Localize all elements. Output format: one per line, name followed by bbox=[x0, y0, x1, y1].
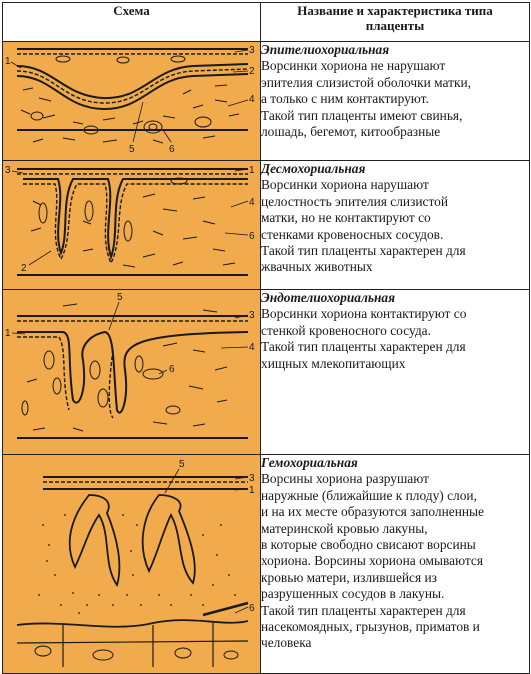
table-row bbox=[3, 161, 530, 290]
labels-desmochorial bbox=[5, 165, 255, 274]
svg-text:6: 6 bbox=[249, 603, 255, 614]
table-row bbox=[3, 455, 530, 674]
blood-dots bbox=[38, 514, 236, 614]
row-title: Десмохориальная bbox=[261, 161, 366, 176]
schema-hemochorial bbox=[3, 455, 261, 674]
svg-text:1: 1 bbox=[249, 485, 255, 496]
row-text: Ворсины хориона разрушают наружные (ближайшие к плоду) слои, и на их месте образуются заполненные материнской кровью лакуны, в которые свободно свисают ворсины хориона. Ворсины хориона омываются кровью матери, излившейся из разрушенных сосудов в лакуны. Такой тип плаценты характерен для насекомоядных, грызунов, приматов и человека bbox=[261, 471, 484, 651]
svg-text:5: 5 bbox=[117, 292, 123, 303]
row-text: Ворсинки хориона не нарушают эпителия слизистой оболочки матки, а только с ним контактируют. Такой тип плаценты имеют свинья, лошадь, бегемот, китообразные bbox=[261, 58, 471, 140]
svg-text:1: 1 bbox=[5, 328, 11, 339]
row-title: Эпителиохориальная bbox=[261, 42, 390, 57]
svg-text:3: 3 bbox=[249, 473, 255, 484]
row-text: Ворсинки хориона контактируют со стенкой кровеносного сосуда. Такой тип плаценты характерен для хищных млекопитающих bbox=[261, 306, 467, 371]
svg-text:3: 3 bbox=[5, 165, 11, 176]
svg-text:2: 2 bbox=[21, 263, 27, 274]
row-title: Гемохориальная bbox=[261, 455, 358, 470]
desc-hemochorial bbox=[261, 455, 530, 674]
header-schema: Схема bbox=[3, 3, 261, 42]
svg-text:1: 1 bbox=[249, 165, 255, 176]
table-row bbox=[3, 42, 530, 161]
header-description bbox=[261, 3, 530, 42]
table-row bbox=[3, 290, 530, 455]
svg-text:6: 6 bbox=[169, 364, 175, 375]
svg-text:4: 4 bbox=[249, 342, 255, 353]
row-text: Ворсинки хориона нарушают целостность эпителия слизистой матки, но не контактируют со стенками кровеносных сосудов. Такой тип плаценты характерен для жвачных животных bbox=[261, 177, 466, 275]
header-description-text: Название и характеристика типа плаценты bbox=[297, 3, 493, 33]
svg-text:3: 3 bbox=[249, 45, 255, 56]
schema-epitheliochorial bbox=[3, 42, 261, 161]
diagram-desmochorial bbox=[3, 161, 259, 289]
desc-endotheliochorial bbox=[261, 290, 530, 455]
desc-epitheliochorial bbox=[261, 42, 530, 161]
svg-text:1: 1 bbox=[5, 56, 11, 67]
desc-desmochorial bbox=[261, 161, 530, 290]
diagram-epitheliochorial bbox=[3, 42, 259, 160]
svg-text:4: 4 bbox=[249, 94, 255, 105]
svg-text:5: 5 bbox=[179, 459, 185, 470]
svg-text:6: 6 bbox=[169, 144, 175, 155]
diagram-endotheliochorial bbox=[3, 290, 259, 454]
schema-desmochorial bbox=[3, 161, 261, 290]
schema-endotheliochorial bbox=[3, 290, 261, 455]
row-title: Эндотелиохориальная bbox=[261, 290, 395, 305]
placenta-table bbox=[2, 2, 530, 674]
diagram-hemochorial bbox=[3, 455, 259, 673]
svg-text:2: 2 bbox=[249, 66, 255, 77]
header-row bbox=[3, 3, 530, 42]
svg-text:4: 4 bbox=[249, 197, 255, 208]
svg-text:5: 5 bbox=[129, 144, 135, 155]
svg-text:6: 6 bbox=[249, 231, 255, 242]
svg-text:3: 3 bbox=[249, 310, 255, 321]
